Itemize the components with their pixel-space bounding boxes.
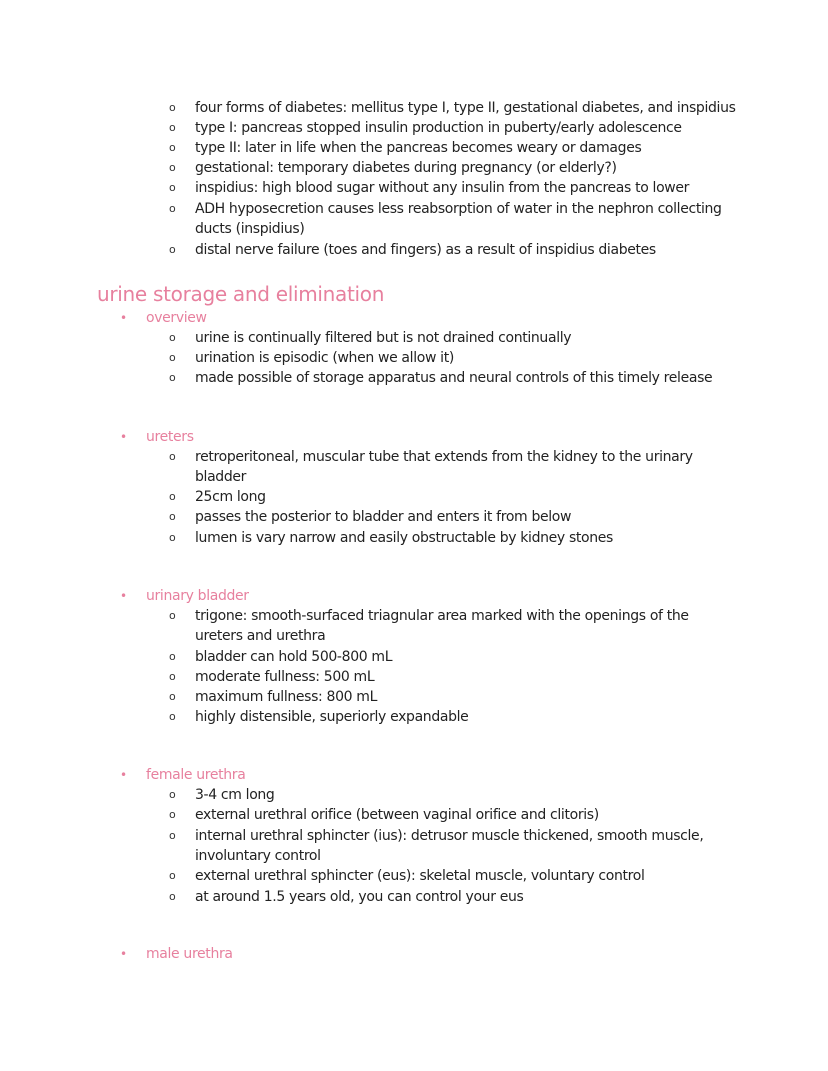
hollow-bullet-icon: o (169, 371, 176, 384)
hollow-bullet-icon: o (169, 670, 176, 683)
hollow-bullet-icon: o (169, 829, 176, 842)
hollow-bullet-icon: o (169, 609, 176, 622)
hollow-bullet-icon: o (169, 510, 176, 523)
hollow-bullet-icon: o (169, 690, 176, 703)
hollow-bullet-icon: o (169, 121, 176, 134)
hollow-bullet-icon: o (169, 161, 176, 174)
section-heading: urine storage and elimination (97, 282, 385, 306)
hollow-bullet-icon: o (169, 788, 176, 801)
hollow-bullet-icon: o (169, 141, 176, 154)
bullet-icon: • (120, 768, 127, 782)
hollow-bullet-icon: o (169, 490, 176, 503)
hollow-bullet-icon: o (169, 331, 176, 344)
hollow-bullet-icon: o (169, 101, 176, 114)
bullet-icon: • (120, 430, 127, 444)
hollow-bullet-icon: o (169, 531, 176, 544)
hollow-bullet-icon: o (169, 243, 176, 256)
hollow-bullet-icon: o (169, 202, 176, 215)
hollow-bullet-icon: o (169, 450, 176, 463)
hollow-bullet-icon: o (169, 351, 176, 364)
hollow-bullet-icon: o (169, 869, 176, 882)
hollow-bullet-icon: o (169, 650, 176, 663)
bullet-icon: • (120, 589, 127, 603)
hollow-bullet-icon: o (169, 710, 176, 723)
hollow-bullet-icon: o (169, 181, 176, 194)
hollow-bullet-icon: o (169, 808, 176, 821)
bullet-icon: • (120, 311, 127, 325)
bullet-icon: • (120, 947, 127, 961)
document-page: o four forms of diabetes: mellitus type I, type II, gestational diabetes, and inspidius o type I: pancreas stopped insulin production in puberty/early adolescence o type II: later in life when the pancreas becomes weary or damages o gestational: temporary diabetes during pregnancy (or elderly?) o inspidius: high blood sugar without any insulin from the pancreas to lower o ADH hyposecretion causes less reabsorption of water in the nephron collecting ducts (inspidius) o distal nerve failure (toes and fingers) as a result of inspidius diabetes urine storage and elimination • overview o urine is continually filtered but is not drained continually o urination is episodic (when we allow it) o made possible of storage apparatus and neural controls of this timely release • ureters o retroperitoneal, muscular tube that extends from the kidney to the urinary bladder o 25cm long o passes the posterior to bladder and enters it from below o lumen is vary narrow and easily obstructable by kidney stones • urinary bladder o trigone: smooth-surfaced triagnular area marked with the openings of the ureters and urethra o bladder can hold 500-800 mL o moderate fullness: 500 mL o maximum fullness: 800 mL o highly distensible, superiorly expandable • female urethra o 3-4 cm long o external urethral orifice (between vaginal orifice and clitoris) o internal urethral sphincter (ius): detrusor muscle thickened, smooth muscle, involuntary control o external urethral sphincter (eus): skeletal muscle, voluntary control o at around 1.5 years old, you can control your eus • male urethra (97, 100, 736, 962)
hollow-bullet-icon: o (169, 890, 176, 903)
